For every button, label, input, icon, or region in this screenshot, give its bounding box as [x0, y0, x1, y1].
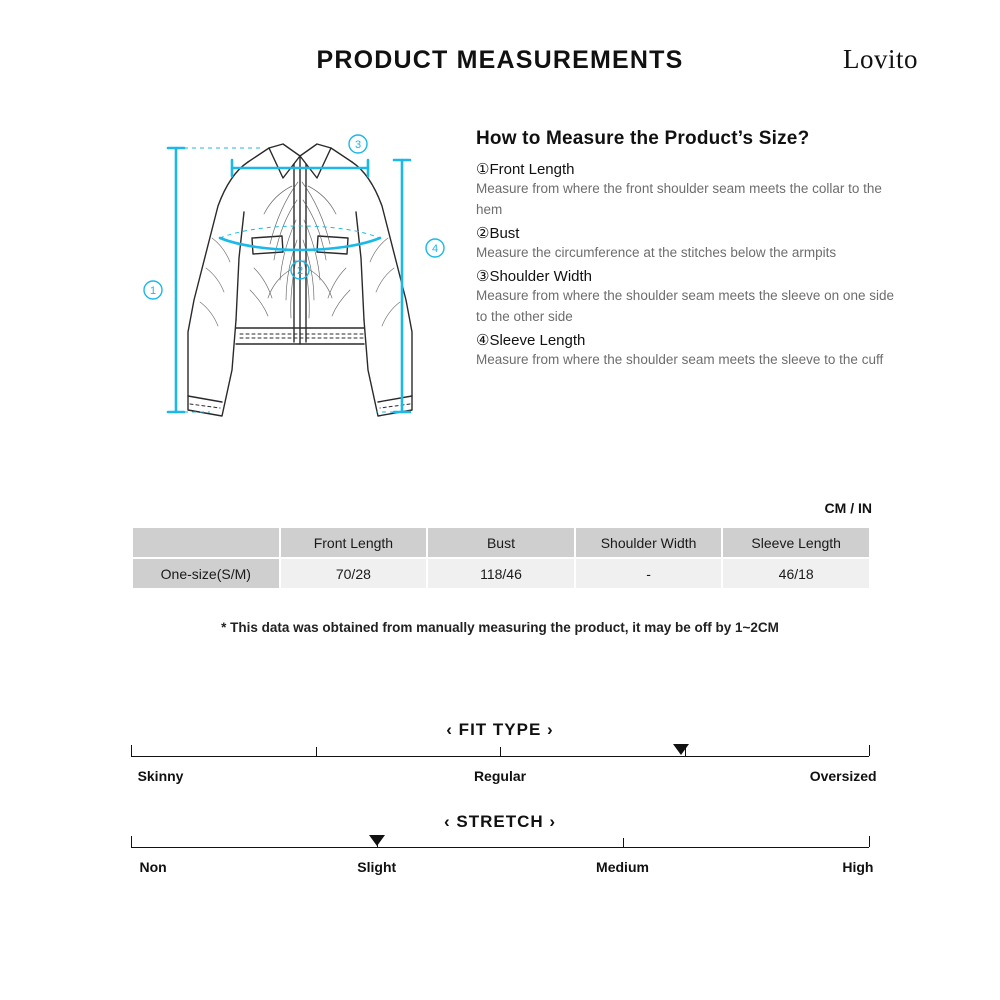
table-header-front-length: Front Length	[281, 528, 427, 557]
stretch-scale	[131, 847, 874, 887]
size-chart-table	[131, 526, 871, 590]
fit-type-tick-4	[869, 745, 870, 756]
table-footnote: * This data was obtained from manually measuring the product, it may be off by 1~2CM	[221, 620, 779, 635]
stretch-axis	[131, 847, 869, 848]
brand-logo: Lovito	[843, 44, 918, 74]
stretch-tick-2	[623, 838, 624, 847]
fit-type-label-regular: Regular	[473, 768, 527, 784]
stretch-label-medium: Medium	[596, 859, 649, 875]
measure-item-3-desc: Measure from where the shoulder seam meets the sleeve on one side to the other side	[476, 287, 894, 324]
fit-type-title: ‹ FIT TYPE ›	[446, 720, 554, 739]
cell-sleeve-length: 46/18	[723, 559, 869, 588]
svg-text:1: 1	[149, 285, 157, 297]
measure-item-2-label: ②Bust	[476, 224, 520, 242]
cell-bust: 118/46	[428, 559, 574, 588]
fit-type-tick-2	[500, 747, 501, 756]
measure-item-4-desc: Measure from where the shoulder seam meets the sleeve to the cuff	[476, 351, 884, 367]
how-to-measure-section	[476, 128, 906, 371]
unit-note: CM / IN	[824, 500, 872, 516]
measure-item-3-label: ③Shoulder Width	[476, 267, 593, 285]
fit-type-tick-0	[131, 745, 132, 756]
table-header-sleeve-length: Sleeve Length	[723, 528, 869, 557]
measure-item-1-label: ①Front Length	[476, 161, 575, 178]
stretch-tick-0	[131, 836, 132, 847]
fit-type-scale	[131, 756, 877, 796]
stretch-label-high: High	[842, 859, 874, 875]
fit-type-label-oversized: Oversized	[809, 768, 877, 784]
stretch-label-slight: Slight	[357, 859, 397, 875]
stretch-marker-icon	[369, 835, 385, 846]
svg-text:2: 2	[296, 265, 304, 277]
svg-text:4: 4	[431, 243, 439, 255]
cell-front-length: 70/28	[281, 559, 427, 588]
jacket-illustration	[140, 120, 460, 440]
svg-text:3: 3	[354, 139, 362, 151]
table-row	[133, 559, 869, 588]
table-header-shoulder-width: Shoulder Width	[576, 528, 722, 557]
stretch-title: ‹ STRETCH ›	[443, 812, 557, 831]
cell-shoulder-width: -	[576, 559, 722, 588]
table-header-bust: Bust	[428, 528, 574, 557]
stretch-tick-3	[869, 836, 870, 847]
table-header-row	[133, 528, 869, 557]
fit-type-axis	[131, 756, 869, 757]
table-header-blank	[133, 528, 279, 557]
fit-type-label-skinny: Skinny	[137, 768, 184, 784]
measure-item-1-desc: Measure from where the front shoulder seam meets the collar to the hem	[476, 181, 882, 217]
measure-item-4-label: ④Sleeve Length	[476, 331, 586, 349]
fit-type-marker-icon	[673, 744, 689, 755]
fit-type-tick-1	[316, 747, 317, 756]
stretch-label-non: Non	[139, 859, 167, 875]
how-to-measure-title: How to Measure the Product’s Size?	[476, 128, 810, 149]
measure-item-2-desc: Measure the circumference at the stitches below the armpits	[476, 244, 837, 260]
table-row-size-label: One-size(S/M)	[133, 559, 279, 588]
page-title: PRODUCT MEASUREMENTS	[316, 46, 684, 74]
